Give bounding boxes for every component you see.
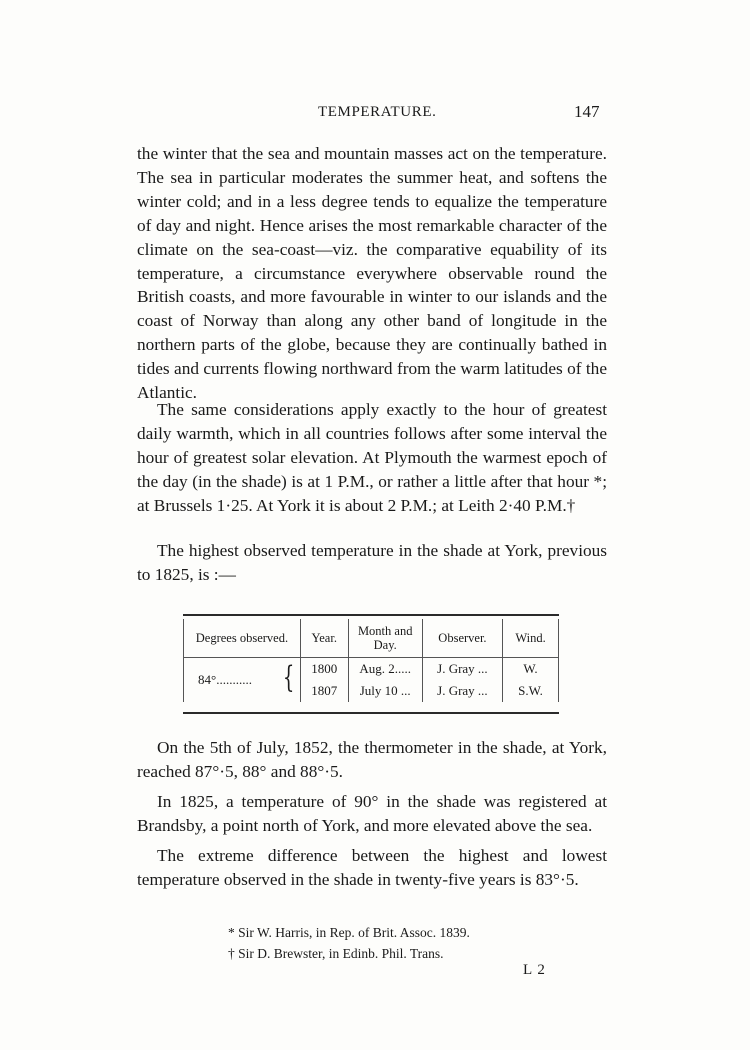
year-cell: 1807 <box>300 680 348 702</box>
degrees-cell <box>184 658 301 703</box>
degrees-value: 84°........... <box>198 672 252 687</box>
column-header: Degrees observed. <box>184 619 301 658</box>
column-header: Year. <box>300 619 348 658</box>
year-cell: 1800 <box>300 658 348 681</box>
paragraph-text: The same considerations apply exactly to the hour of greatest daily warmth, which in all countries follows after some interval the hour of greatest solar elevation. At Plymouth the warmest epoch of the day (in the shade) is at 1 P.M., or rather a little after that hour *; at Brussels 1·25. At York it is about 2 P.M.; at Leith 2·40 P.M.† <box>137 400 607 515</box>
running-head: TEMPERATURE. <box>318 104 437 120</box>
footnote-2: † Sir D. Brewster, in Edinb. Phil. Trans. <box>228 946 444 961</box>
temperature-table <box>183 614 559 714</box>
column-header: Observer. <box>422 619 502 658</box>
date-cell: July 10 ... <box>348 680 422 702</box>
column-header: Wind. <box>503 619 559 658</box>
data-table <box>183 619 559 702</box>
paragraph-6: The extreme difference between the highest and lowest temperature observed in the shade in twenty-five years is 83°·5. <box>137 845 607 889</box>
page-number: 147 <box>574 102 600 121</box>
paragraph-1 <box>137 142 607 405</box>
footnote-1: * Sir W. Harris, in Rep. of Brit. Assoc. 1839. <box>228 925 470 940</box>
brace-icon: { <box>282 660 295 695</box>
observer-cell: J. Gray ... <box>422 658 502 681</box>
paragraph-text: the winter that the sea and mountain masses act on the temperature. The sea in particular moderates the summer heat, and softens the winter cold; and in a less degree tends to equalize the temperature of day and night. Hence arises the most remarkable character of the climate on the sea-coast—viz. the comparative equability of its temperature, a circumstance everywhere observable round the British coasts, and more favourable in winter to our islands and the coast of Norway than along any other band of longitude in the northern parts of the globe, because they are continually bathed in tides and currents flowing northward from the warm latitudes of the Atlantic. <box>137 144 607 403</box>
paragraph-4: On the 5th of July, 1852, the thermometer in the shade, at York, reached 87°·5, 88° and 88°·5. <box>137 738 607 781</box>
wind-cell: W. <box>503 658 559 681</box>
paragraph-2 <box>137 398 607 518</box>
date-cell: Aug. 2..... <box>348 658 422 681</box>
paragraph-3 <box>137 539 607 587</box>
page-header <box>0 104 750 130</box>
paragraph-5: In 1825, a temperature of 90° in the shade was registered at Brandsby, a point north of York, and more elevated above the sea. <box>137 791 607 835</box>
wind-cell: S.W. <box>503 680 559 702</box>
paragraph-text: The highest observed temperature in the shade at York, previous to 1825, is :— <box>137 541 607 584</box>
column-header: Month and Day. <box>348 619 422 658</box>
table-row <box>184 658 559 681</box>
paragraph-group-lower <box>137 736 607 891</box>
table-header-row <box>184 619 559 658</box>
signature-mark: L 2 <box>523 962 546 978</box>
footnotes <box>228 922 470 964</box>
observer-cell: J. Gray ... <box>422 680 502 702</box>
